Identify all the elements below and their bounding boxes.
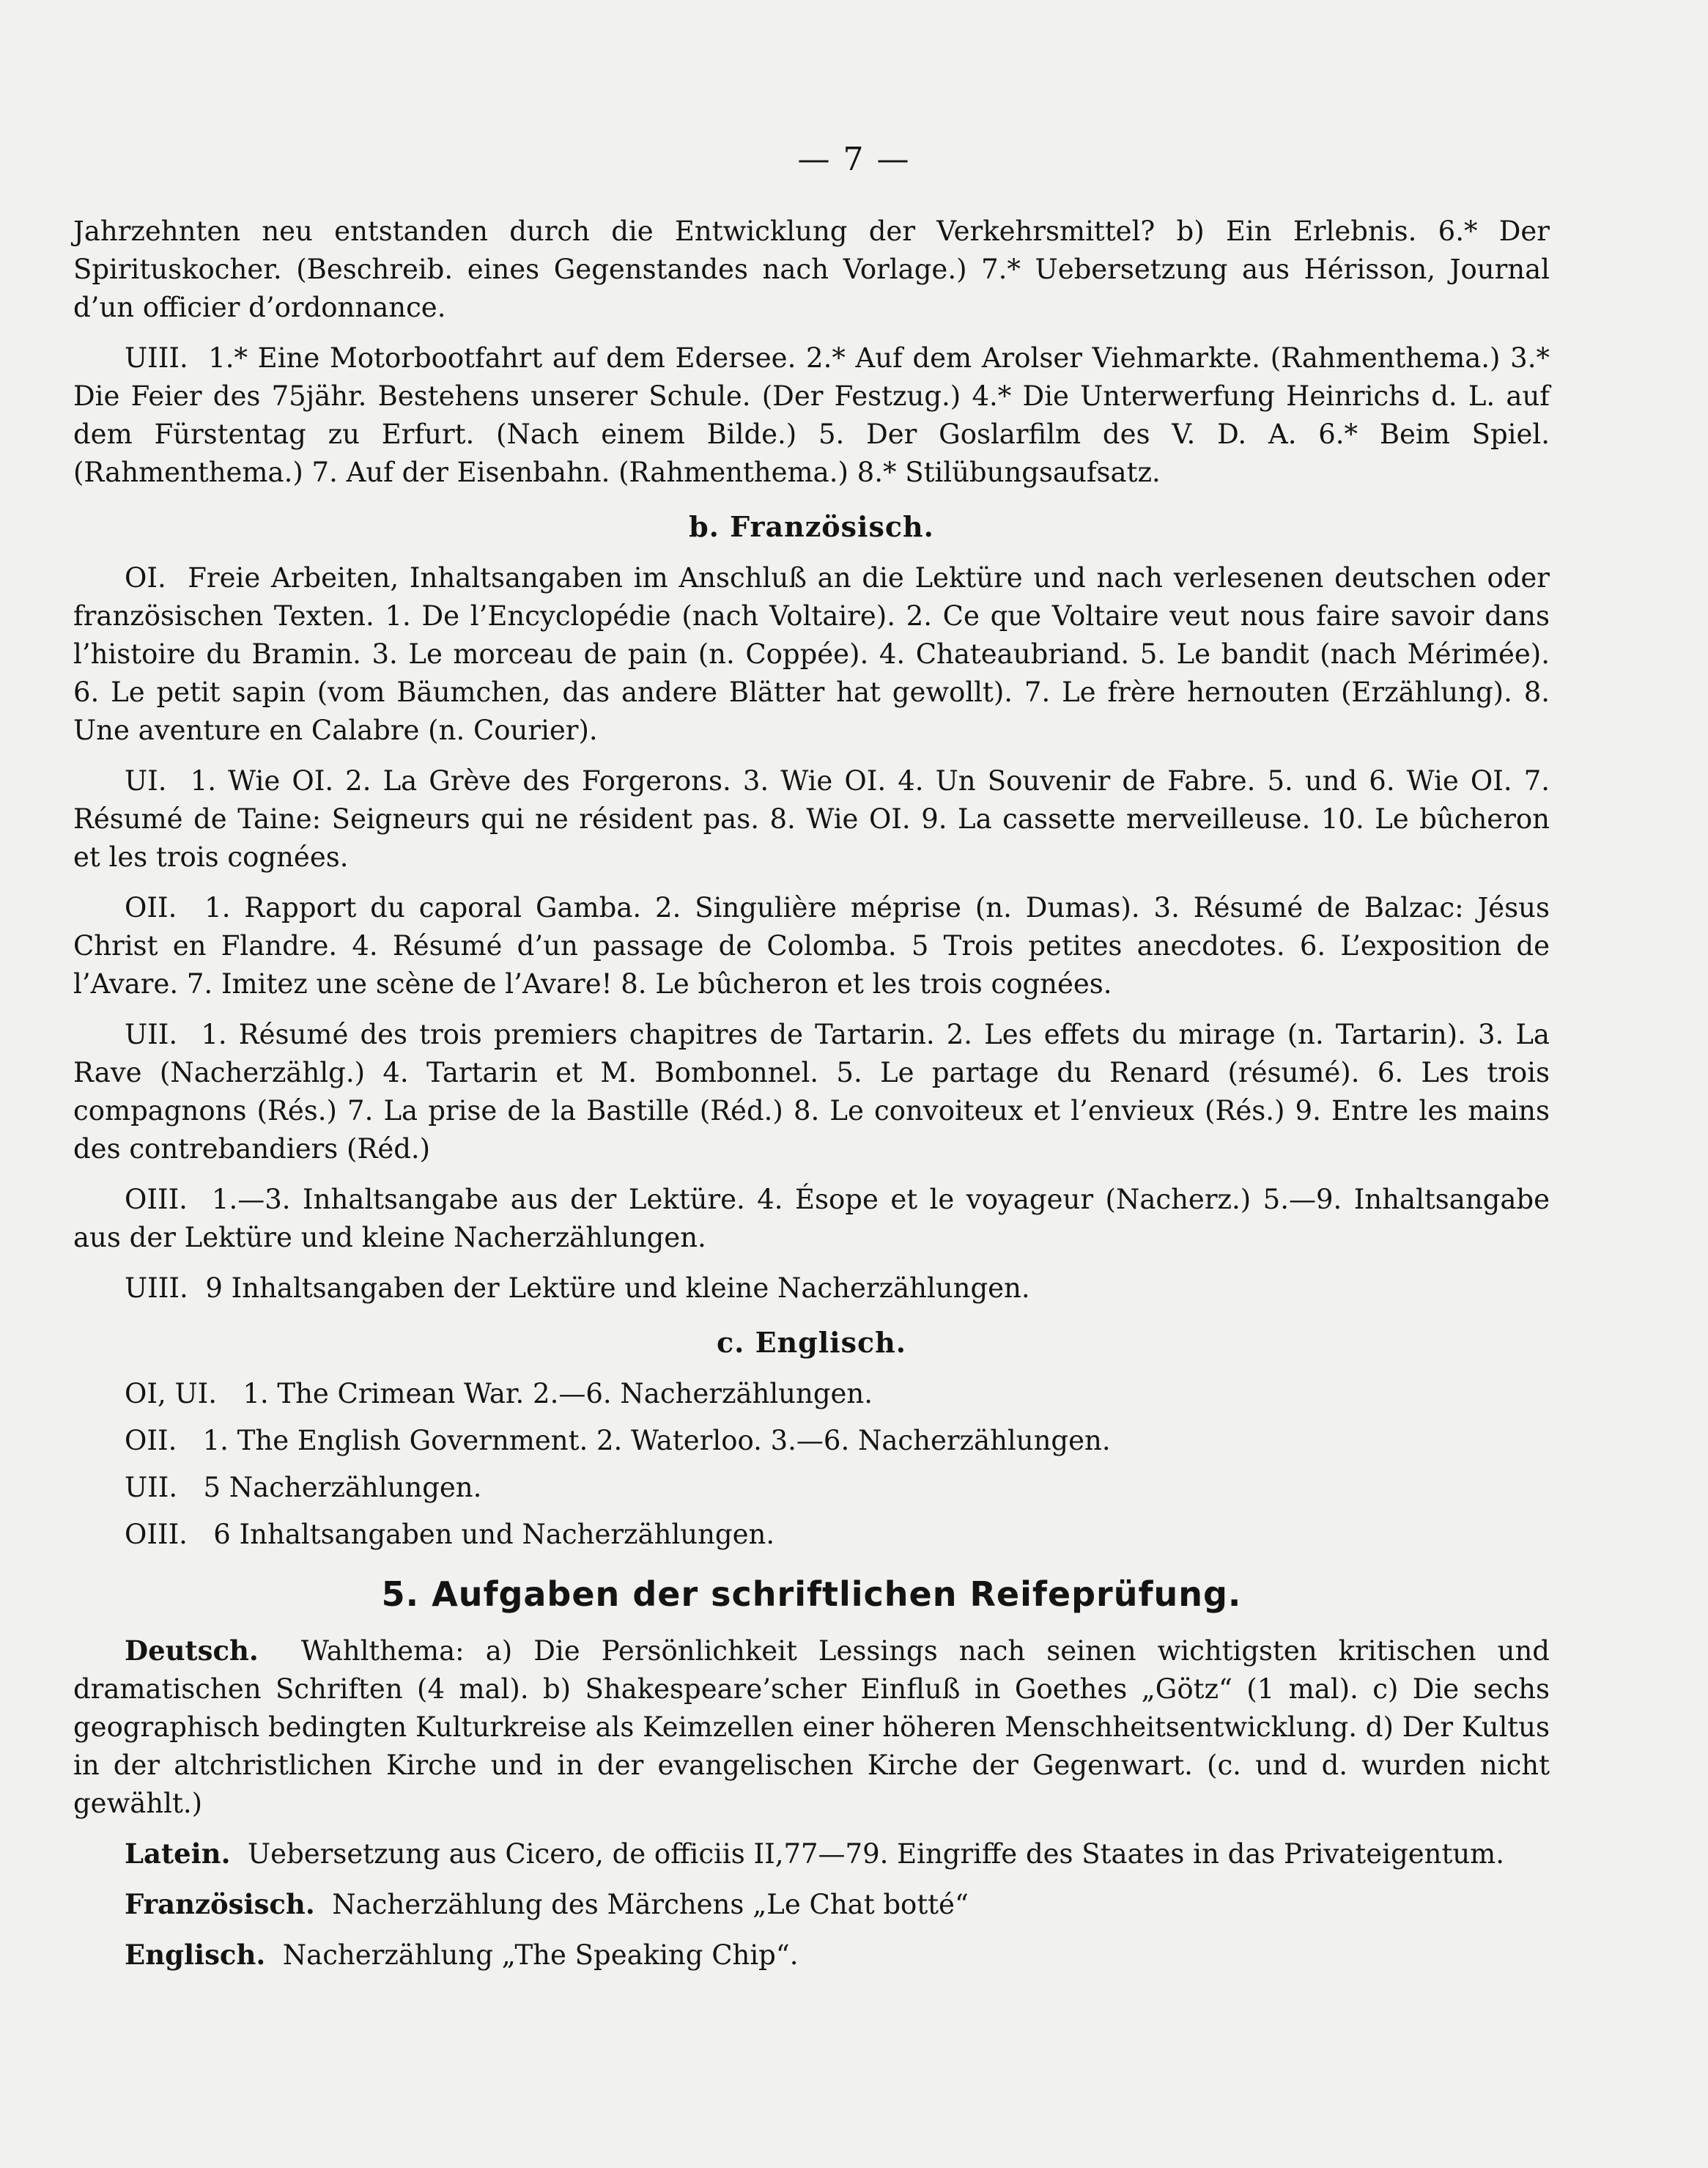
class-label: OI, UI. [125,1378,218,1409]
paragraph-text: 1. The English Government. 2. Waterloo. 3.—6. Nacherzählungen. [202,1425,1111,1456]
paragraph-text: 1. Résumé des trois premiers chapitres de Tartarin. 2. Les effets du mirage (n. Tartarin). 3. La Rave (Nacherzählg.) 4. Tartarin et M. Bombonnel. 5. Le partage du Renard (résumé). 6. Les trois compagnons (Rés.) 7. La prise de la Bastille (Réd.) 8. Le convoiteux et l’envieux (Rés.) 9. Entre les mains des contrebandiers (Réd.) [73,1019,1550,1165]
class-label: OIII. [125,1519,188,1550]
franzoesisch-oiii-paragraph [73,1181,1550,1257]
paragraph-text: 6 Inhaltsangaben und Nacherzählungen. [213,1519,775,1550]
franzoesisch-oii-paragraph [73,889,1550,1003]
class-label: UII. [125,1472,178,1503]
class-label: OIII. [125,1184,188,1215]
class-label: OII. [125,1425,177,1456]
paragraph-text: 1. The Crimean War. 2.—6. Nacherzählungen. [243,1378,873,1409]
reifepruefung-deutsch-paragraph [73,1631,1550,1823]
paragraph-text: Nacherzählung des Märchens „Le Chat botté“ [332,1889,969,1920]
paragraph-text: 1. Rapport du caporal Gamba. 2. Singulière méprise (n. Dumas). 3. Résumé de Balzac: Jésus Christ en Flandre. 4. Résumé d’un passage de Colomba. 5 Trois petites anecdotes. 6. L’exposition de l’Avare. 7. Imitez une scène de l’Avare! 8. Le bûcheron et les trois cognées. [73,892,1550,1000]
franzoesisch-uiii-paragraph [73,1269,1550,1308]
uiii-deutsch-paragraph [73,339,1550,492]
franzoesisch-oi-paragraph [73,559,1550,750]
reifepruefung-franzoesisch-paragraph [73,1885,1550,1924]
paragraph-text: 1.—3. Inhaltsangabe aus der Lektüre. 4. Ésope et le voyageur (Nacherz.) 5.—9. Inhaltsangabe aus der Lektüre und kleine Nacherzählungen. [73,1184,1550,1253]
page-content [73,213,1550,1986]
englisch-oi-ui-paragraph [73,1375,1550,1413]
englisch-uii-paragraph [73,1469,1550,1507]
franzoesisch-subheading: b. Französisch. [689,510,934,543]
englisch-oii-paragraph [73,1422,1550,1460]
reifepruefung-englisch-paragraph [73,1936,1550,1975]
class-label: OII. [125,892,177,923]
class-label: OI. [125,562,166,594]
class-label: UIII. [125,1272,188,1304]
englisch-list [73,1375,1550,1554]
subject-label: Englisch. [125,1939,266,1971]
englisch-oiii-paragraph [73,1516,1550,1554]
subject-label: Latein. [125,1837,231,1870]
subject-label: Französisch. [125,1888,315,1920]
paragraph-text: 5 Nacherzählungen. [203,1472,482,1503]
reifepruefung-heading: 5. Aufgaben der schriftlichen Reifeprüfung. [381,1574,1242,1614]
reifepruefung-latein-paragraph [73,1835,1550,1873]
class-label: UII. [125,1019,178,1050]
page-number: — 7 — [797,141,911,178]
class-label: UI. [125,765,167,797]
englisch-subheading: c. Englisch. [716,1326,907,1359]
paragraph-text: 9 Inhaltsangaben der Lektüre und kleine Nacherzählungen. [205,1272,1030,1304]
franzoesisch-ui-paragraph [73,762,1550,877]
paragraph-text: Nacherzählung „The Speaking Chip“. [282,1939,799,1971]
paragraph-text: 1. Wie OI. 2. La Grève des Forgerons. 3. Wie OI. 4. Un Souvenir de Fabre. 5. und 6. Wie OI. 7. Résumé de Taine: Seigneurs qui ne résident pas. 8. Wie OI. 9. La cassette merveilleuse. 10. Le bûcheron et les trois cognées. [73,765,1550,873]
deutsch-continuation-paragraph: Jahrzehnten neu entstanden durch die Entwicklung der Verkehrsmittel? b) Ein Erlebnis. 6.* Der Spirituskocher. (Beschreib. eines Gegenstandes nach Vorlage.) 7.* Uebersetzung aus Hérisson, Journal d’un officier d’ordonnance. [73,215,1550,323]
subject-label: Deutsch. [125,1634,259,1667]
paragraph-text: Uebersetzung aus Cicero, de officiis II,77—79. Eingriffe des Staates in das Privateigentum. [248,1838,1504,1870]
paragraph-text: Wahlthema: a) Die Persönlichkeit Lessings nach seinen wichtigsten kritischen und dramatischen Schriften (4 mal). b) Shakespeare’scher Einfluß in Goethes „Götz“ (1 mal). c) Die sechs geographisch bedingten Kulturkreise als Keimzellen einer höheren Menschheitsentwicklung. d) Der Kultus in der altchristlichen Kirche und in der evangelischen Kirche der Gegenwart. (c. und d. wurden nicht gewählt.) [73,1635,1550,1819]
paragraph-text: 1.* Eine Motorbootfahrt auf dem Edersee. 2.* Auf dem Arolser Viehmarkte. (Rahmenthema.) 3.* Die Feier des 75jähr. Bestehens unserer Schule. (Der Festzug.) 4.* Die Unterwerfung Heinrichs d. L. auf dem Fürstentag zu Erfurt. (Nach einem Bilde.) 5. Der Goslarfilm des V. D. A. 6.* Beim Spiel. (Rahmenthema.) 7. Auf der Eisenbahn. (Rahmenthema.) 8.* Stilübungsaufsatz. [73,342,1550,488]
franzoesisch-uii-paragraph [73,1016,1550,1168]
class-label: UIII. [125,342,188,374]
paragraph-text: Freie Arbeiten, Inhaltsangaben im Anschluß an die Lektüre und nach verlesenen deutschen oder französischen Texten. 1. De l’Encyclopédie (nach Voltaire). 2. Ce que Voltaire veut nous faire savoir dans l’histoire du Bramin. 3. Le morceau de pain (n. Coppée). 4. Chateaubriand. 5. Le bandit (nach Mérimée). 6. Le petit sapin (vom Bäumchen, das andere Blätter hat gewollt). 7. Le frère hernouten (Erzählung). 8. Une aventure en Calabre (n. Courier). [73,562,1550,746]
